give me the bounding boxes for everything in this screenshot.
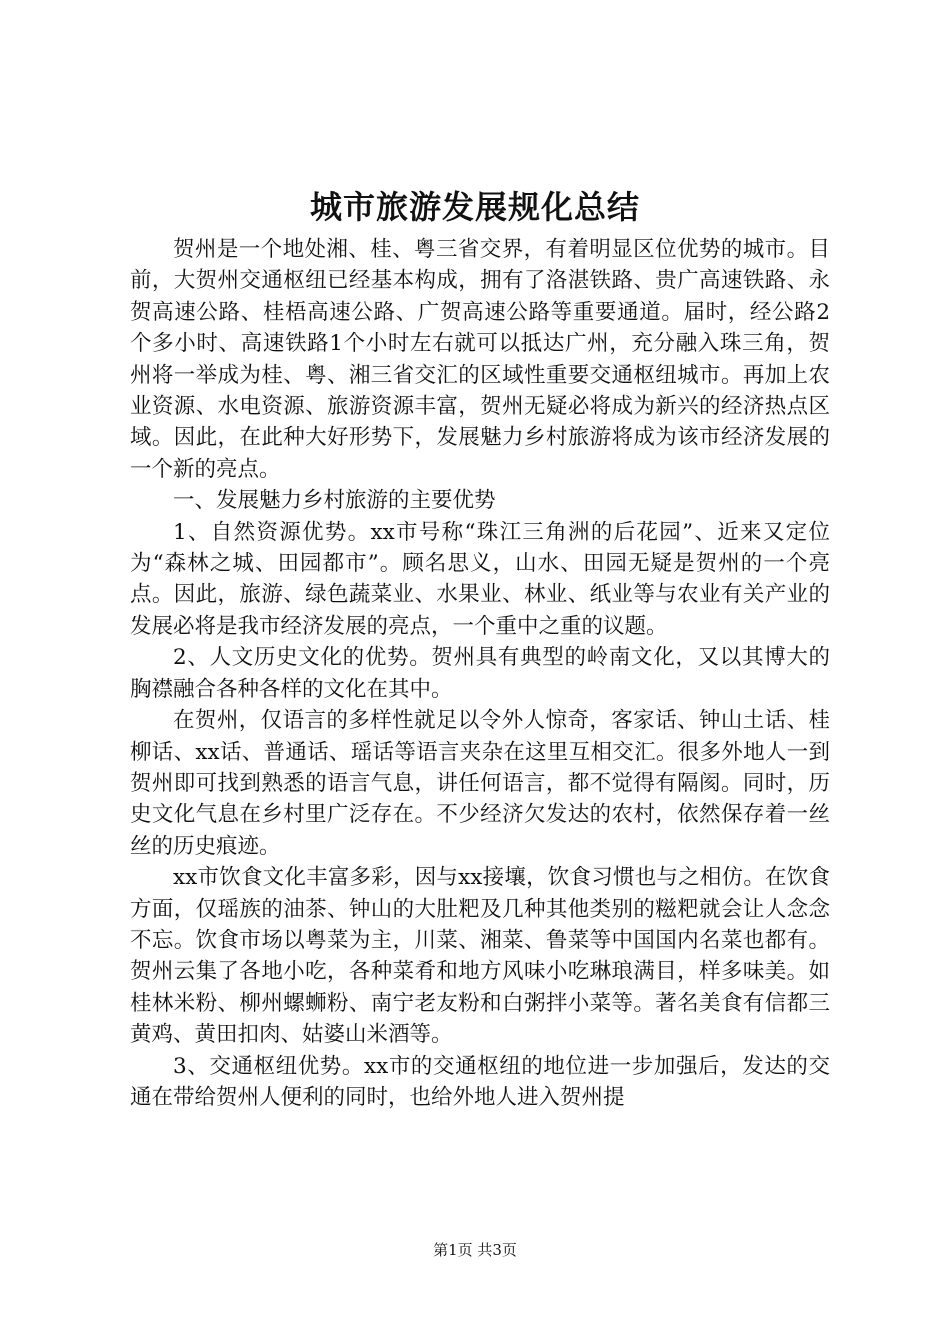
page-footer: 第1页 共3页 (433, 1241, 517, 1259)
section-heading: 一、发展魅力乡村旅游的主要优势 (173, 488, 496, 514)
paragraph-intro: 贺州是一个地处湘、桂、粤三省交界，有着明显区位优势的城市。目前，大贺州交通枢纽已经基本构成，拥有了洛湛铁路、贵广高速铁路、永贺高速公路、桂梧高速公路、广贺高速公路等重要通道。届时，经公路2个多小时、高速铁路1个小时左右就可以抵达广州，充分融入珠三角，贺州将一举成为桂、粤、湘三省交汇的区域性重要交通枢纽城市。再加上农业资源、水电资源、旅游资源丰富，贺州无疑必将成为新兴的经济热点区域。因此，在此种大好形势下，发展魅力乡村旅游将成为该市经济发展的一个新的亮点。 (130, 237, 830, 482)
document-body (130, 234, 830, 1113)
paragraph-natural-resources: 1、自然资源优势。xx市号称“珠江三角洲的后花园”、近来又定位为“森林之城、田园都市”。顾名思义，山水、田园无疑是贺州的一个亮点。因此，旅游、绿色蔬菜业、水果业、林业、纸业等与农业有关产业的发展必将是我市经济发展的亮点，一个重中之重的议题。 (130, 519, 830, 639)
paragraph-culture-history: 2、人文历史文化的优势。贺州具有典型的岭南文化，又以其博大的胸襟融合各种各样的文化在其中。 (130, 645, 830, 702)
paragraph-food: xx市饮食文化丰富多彩，因与xx接壤，饮食习惯也与之相仿。在饮食方面，仅瑶族的油茶、钟山的大肚粑及几种其他类别的糍粑就会让人念念不忘。饮食市场以粤菜为主，川菜、湘菜、鲁菜等中国国内名菜也都有。贺州云集了各地小吃，各种菜肴和地方风味小吃琳琅满目，样多味美。如桂林米粉、柳州螺蛳粉、南宁老友粉和白粥拌小菜等。著名美食有信都三黄鸡、黄田扣肉、姑婆山米酒等。 (130, 865, 830, 1048)
document-title: 城市旅游发展规化总结 (309, 188, 640, 226)
paragraph-transport: 3、交通枢纽优势。xx市的交通枢纽的地位进一步加强后，发达的交通在带给贺州人便利的同时，也给外地人进入贺州提 (130, 1053, 830, 1110)
paragraph-language: 在贺州，仅语言的多样性就足以令外人惊奇，客家话、钟山土话、桂柳话、xx话、普通话、瑶话等语言夹杂在这里互相交汇。很多外地人一到贺州即可找到熟悉的语言气息，讲任何语言，都不觉得有隔阂。同时，历史文化气息在乡村里广泛存在。不少经济欠发达的农村，依然保存着一丝丝的历史痕迹。 (130, 708, 830, 859)
